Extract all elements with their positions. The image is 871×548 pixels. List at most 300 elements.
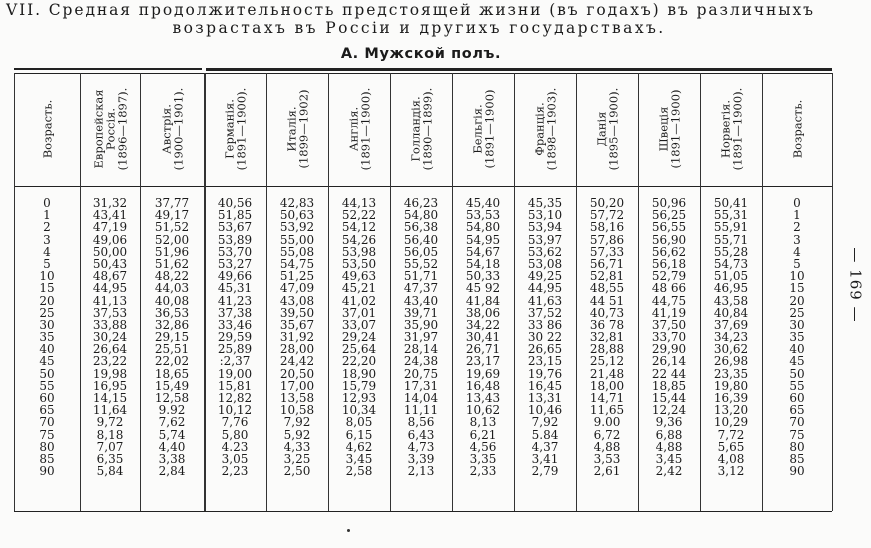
table-cell: 23,17 [465, 354, 501, 369]
column-rule [700, 73, 701, 511]
table-cell: 10 [789, 269, 805, 284]
table-cell: 80 [789, 439, 805, 454]
table-cell: 8,18 [96, 427, 124, 442]
table-cell: 24,38 [403, 354, 439, 369]
table-cell: 56,38 [403, 220, 439, 235]
table-cell: 40 [789, 342, 805, 357]
column-header-label: Швеція (1891—1900) [656, 89, 683, 169]
table-cell: 9.92 [158, 403, 186, 418]
table-cell: 53,98 [341, 244, 377, 259]
table-cell: 34,22 [465, 317, 501, 332]
table-cell: 16,95 [92, 378, 128, 393]
table-cell: 52,22 [341, 208, 377, 223]
table-cell: 45 [789, 354, 805, 369]
column-header [16, 74, 78, 184]
table-column [578, 197, 636, 477]
table-column [764, 197, 830, 477]
table-cell: 43,08 [279, 293, 315, 308]
table-cell: 25,64 [341, 342, 377, 357]
table-cell: 7,76 [221, 415, 249, 430]
table-cell: 6,21 [469, 427, 497, 442]
table-cell: 36 78 [589, 317, 625, 332]
table-cell: 14,04 [403, 391, 439, 405]
table-cell: 15,79 [341, 378, 377, 393]
table-cell: 60 [789, 391, 805, 405]
table-cell: 15,81 [217, 378, 253, 393]
table-cell: 54,75 [279, 256, 315, 271]
table-cell: 53,53 [465, 208, 501, 223]
table-cell: 6,72 [593, 427, 621, 442]
table-cell: 36,53 [154, 305, 190, 320]
table-cell: 90 [789, 464, 805, 479]
table-cell: 16,39 [713, 391, 749, 405]
column-header-label: Возрасть. [40, 99, 54, 159]
table-cell: 24,42 [279, 354, 315, 369]
table-cell: 26,71 [465, 342, 501, 357]
table-cell: 55,28 [713, 244, 749, 259]
table-cell: 4,37 [531, 439, 559, 454]
column-header [82, 74, 138, 184]
column-header [392, 74, 450, 184]
table-cell: 51,85 [217, 208, 253, 223]
table-cell: 85 [789, 451, 805, 466]
table-cell: 22,02 [154, 354, 190, 369]
table-cell: 53,89 [217, 232, 253, 247]
table-column [268, 197, 326, 477]
table-column [142, 197, 202, 477]
table-cell: 49,06 [92, 232, 128, 247]
stray-dot [347, 529, 350, 532]
table-cell: 4.23 [221, 439, 249, 454]
table-cell: 19,80 [713, 378, 749, 393]
table-cell: 32,81 [589, 330, 625, 345]
table-cell: 19,98 [92, 366, 128, 381]
table-cell: 53,10 [527, 208, 563, 223]
table-cell: 19,76 [527, 366, 563, 381]
table-cell: 4,40 [158, 439, 186, 454]
column-header-label: Австрія. (1900—1901). [159, 87, 186, 171]
table-cell: 18,85 [651, 378, 687, 393]
column-header-label: Данія (1895—1900). [594, 87, 621, 171]
table-cell: 46,95 [713, 281, 749, 296]
table-cell: 32,86 [154, 317, 190, 332]
table-cell: 55,00 [279, 232, 315, 247]
column-header-label: Германія. (1891—1900). [222, 87, 249, 171]
table-cell: 0 [793, 196, 801, 210]
table-cell: 3,53 [593, 451, 621, 466]
table-cell: 35,67 [279, 317, 315, 332]
table-cell: 2,13 [407, 464, 435, 479]
table-cell: 11,11 [403, 403, 439, 418]
table-column [702, 197, 760, 477]
table-cell: 12,24 [651, 403, 687, 418]
table-cell: 44,95 [527, 281, 563, 296]
table-cell: 44,75 [651, 293, 687, 308]
table-cell: 13,58 [279, 391, 315, 405]
table-cell: 37,69 [713, 317, 749, 332]
table-cell: 48,55 [589, 281, 625, 296]
column-rule [14, 73, 15, 511]
table-cell: 4,08 [717, 451, 745, 466]
table-cell: 6,43 [407, 427, 435, 442]
table-cell: 3,39 [407, 451, 435, 466]
table-cell: 56,40 [403, 232, 439, 247]
table-cell: 26,65 [527, 342, 563, 357]
column-rule [140, 73, 141, 511]
column-header [206, 74, 264, 184]
table-cell: 30,24 [92, 330, 128, 345]
table-cell: 52,81 [589, 269, 625, 284]
table-cell: 54,95 [465, 232, 501, 247]
column-header-label: Франція. (1898—1903). [532, 87, 559, 171]
table-cell: 55 [789, 378, 805, 393]
table-column [516, 197, 574, 477]
table-cell: 2,50 [283, 464, 311, 479]
table-cell: 3 [793, 232, 801, 247]
column-header-label: Голландія. (1890—1899). [408, 87, 435, 171]
table-cell: 2,58 [345, 464, 373, 479]
table-cell: 35 [39, 330, 55, 345]
column-header [764, 74, 830, 184]
table-cell: 43,41 [92, 208, 128, 223]
table-cell: 5,65 [717, 439, 745, 454]
table-cell: 54,80 [465, 220, 501, 235]
column-rule [328, 73, 329, 511]
table-cell: 48,67 [92, 269, 128, 284]
table-cell: 21,48 [589, 366, 625, 381]
table-cell: 37,52 [527, 305, 563, 320]
table-cell: 30,62 [713, 342, 749, 357]
table-cell: 4,88 [593, 439, 621, 454]
table-cell: 49,25 [527, 269, 563, 284]
table-cell: 25,51 [154, 342, 190, 357]
table-cell: 56,25 [651, 208, 687, 223]
table-cell: 9,72 [96, 415, 124, 430]
table-column [16, 197, 78, 477]
table-cell: 55,71 [713, 232, 749, 247]
table-cell: 37,38 [217, 305, 253, 320]
column-header-label: Европейская Россія. (1896—1897). [91, 87, 130, 171]
table-cell: 55,08 [279, 244, 315, 259]
table-cell: 3,05 [221, 451, 249, 466]
table-cell: 54,12 [341, 220, 377, 235]
table-cell: 45,40 [465, 196, 501, 210]
table-cell: 20,50 [279, 366, 315, 381]
table-cell: 23,22 [92, 354, 128, 369]
table-cell: 48,22 [154, 269, 190, 284]
table-cell: 10,62 [465, 403, 501, 418]
table-cell: 51,62 [154, 256, 190, 271]
table-cell: 5,84 [96, 464, 124, 479]
table-cell: 2,84 [158, 464, 186, 479]
table-cell: 80 [39, 439, 55, 454]
table-cell: 7,92 [531, 415, 559, 430]
table-cell: 18,65 [154, 366, 190, 381]
table-cell: 11,65 [589, 403, 625, 418]
table-cell: 60 [39, 391, 55, 405]
table-cell: 50,20 [589, 196, 625, 210]
table-cell: 23,15 [527, 354, 563, 369]
table-cell: 16,48 [465, 378, 501, 393]
table-cell: 37,53 [92, 305, 128, 320]
table-cell: 20 [789, 293, 805, 308]
table-cell: 45,21 [341, 281, 377, 296]
table-cell: 56,71 [589, 256, 625, 271]
column-header [516, 74, 574, 184]
table-cell: 15,49 [154, 378, 190, 393]
table-cell: 31,97 [403, 330, 439, 345]
table-column [454, 197, 512, 477]
page-number [841, 247, 871, 323]
table-cell: 41,84 [465, 293, 501, 308]
table-cell: 50,96 [651, 196, 687, 210]
table-cell: 56,55 [651, 220, 687, 235]
column-rule [390, 73, 391, 511]
table-cell: 33 86 [527, 317, 563, 332]
table-cell: 90 [39, 464, 55, 479]
table-cell: 3,45 [345, 451, 373, 466]
table-cell: 10 [39, 269, 55, 284]
table-cell: 3,41 [531, 451, 559, 466]
table-cell: 7,92 [283, 415, 311, 430]
table-cell: 3,45 [655, 451, 683, 466]
table-cell: 3 [43, 232, 51, 247]
table-cell: 20,75 [403, 366, 439, 381]
table-cell: 26,64 [92, 342, 128, 357]
table-cell: 15 [39, 281, 55, 296]
table-cell: 4,56 [469, 439, 497, 454]
table-cell: 25,12 [589, 354, 625, 369]
table-cell: 5.84 [531, 427, 559, 442]
table-cell: 6,35 [96, 451, 124, 466]
table-cell: 70 [39, 415, 55, 430]
table-cell: 53,27 [217, 256, 253, 271]
table-cell: 14,15 [92, 391, 128, 405]
column-header [640, 74, 698, 184]
table-cell: 57,33 [589, 244, 625, 259]
column-rule [832, 73, 833, 511]
table-cell: 48 66 [651, 281, 687, 296]
table-cell: 54,18 [465, 256, 501, 271]
table-cell: 53,62 [527, 244, 563, 259]
column-rule [762, 73, 763, 511]
table-cell: 47,09 [279, 281, 315, 296]
table-cell: 8,13 [469, 415, 497, 430]
table-cell: 18,00 [589, 378, 625, 393]
table-cell: 20 [39, 293, 55, 308]
table-cell: 41,13 [92, 293, 128, 308]
table-cell: 41,63 [527, 293, 563, 308]
table-cell: 42,83 [279, 196, 315, 210]
table-cell: 43,40 [403, 293, 439, 308]
table-cell: 29,90 [651, 342, 687, 357]
table-cell: 53,70 [217, 244, 253, 259]
column-header [578, 74, 636, 184]
table-cell: 5,92 [283, 427, 311, 442]
table-cell: 56,18 [651, 256, 687, 271]
table-cell: 47,19 [92, 220, 128, 235]
table-cell: 6,88 [655, 427, 683, 442]
table-cell: 33,88 [92, 317, 128, 332]
table-cell: 56,90 [651, 232, 687, 247]
table-cell: 40,56 [217, 196, 253, 210]
table-cell: 2,33 [469, 464, 497, 479]
table-cell: 35,90 [403, 317, 439, 332]
column-rule [266, 73, 267, 511]
table-cell: 8,56 [407, 415, 435, 430]
table-cell: 22,20 [341, 354, 377, 369]
table-cell: 30,41 [465, 330, 501, 345]
table-cell: 19,00 [217, 366, 253, 381]
table-cell: 4,73 [407, 439, 435, 454]
table-cell: 25 [39, 305, 55, 320]
table-cell: 51,71 [403, 269, 439, 284]
table-cell: 34,23 [713, 330, 749, 345]
table-cell: 55,91 [713, 220, 749, 235]
table-cell: 45,31 [217, 281, 253, 296]
column-header-label: Норвегія. (1891—1900). [718, 87, 745, 171]
table-cell: 51,25 [279, 269, 315, 284]
table-cell: 58,16 [589, 220, 625, 235]
table-cell: 5,80 [221, 427, 249, 442]
table-cell: 28,14 [403, 342, 439, 357]
table-cell: 55 [39, 378, 55, 393]
table-cell: 49,66 [217, 269, 253, 284]
table-cell: 1 [43, 208, 51, 223]
table-cell: 7,72 [717, 427, 745, 442]
table-cell: 10,29 [713, 415, 749, 430]
table-cell: 55,52 [403, 256, 439, 271]
table-cell: 10,46 [527, 403, 563, 418]
table-cell: 2,79 [531, 464, 559, 479]
table-column [640, 197, 698, 477]
table-cell: 31,92 [279, 330, 315, 345]
table-cell: 4,33 [283, 439, 311, 454]
table-cell: 41,19 [651, 305, 687, 320]
table-cell: 33,70 [651, 330, 687, 345]
table-cell: 18,90 [341, 366, 377, 381]
table-cell: 5 [43, 256, 51, 271]
column-header [142, 74, 202, 184]
table-cell: 57,86 [589, 232, 625, 247]
table-cell: 45 92 [465, 281, 501, 296]
table-cell: 13,31 [527, 391, 563, 405]
table-cell: 75 [39, 427, 55, 442]
table-cell: 45,35 [527, 196, 563, 210]
table-cell: 10,34 [341, 403, 377, 418]
table-cell: 50,00 [92, 244, 128, 259]
table-cell: 50 [39, 366, 55, 381]
table-cell: 49,17 [154, 208, 190, 223]
table-cell: 30 22 [527, 330, 563, 345]
table-cell: 40,08 [154, 293, 190, 308]
table-cell: 50 [789, 366, 805, 381]
table-cell: 51,52 [154, 220, 190, 235]
table-cell: 54,73 [713, 256, 749, 271]
table-cell: 44,13 [341, 196, 377, 210]
column-header [330, 74, 388, 184]
table-cell: 51,96 [154, 244, 190, 259]
table-cell: :2,37 [219, 354, 251, 369]
table-cell: 65 [789, 403, 805, 418]
table-cell: 11,64 [92, 403, 128, 418]
table-cell: 29,59 [217, 330, 253, 345]
table-column [82, 197, 138, 477]
table-cell: 41,23 [217, 293, 253, 308]
table-cell: 50,33 [465, 269, 501, 284]
table-cell: 40 [39, 342, 55, 357]
column-header-label: Италія. (1899—1902) [284, 89, 311, 169]
column-header-label: Англія. (1891—1900). [346, 87, 373, 171]
table-cell: 44,03 [154, 281, 190, 296]
table-cell: 15 [789, 281, 805, 296]
column-rule [514, 73, 515, 511]
section-subtitle: А. Мужской полъ. [340, 46, 502, 62]
table-cell: 55,31 [713, 208, 749, 223]
table-cell: 54,80 [403, 208, 439, 223]
table-cell: 7,62 [158, 415, 186, 430]
table-cell: 12,93 [341, 391, 377, 405]
column-header [702, 74, 760, 184]
table-cell: 41,02 [341, 293, 377, 308]
table-cell: 13,20 [713, 403, 749, 418]
table-cell: 3,12 [717, 464, 745, 479]
table-cell: 2,61 [593, 464, 621, 479]
table-cell: 1 [793, 208, 801, 223]
table-cell: 7,07 [96, 439, 124, 454]
table-cell: 13,43 [465, 391, 501, 405]
table-cell: 4 [43, 244, 51, 259]
table-cell: 10,12 [217, 403, 253, 418]
table-cell: 50,63 [279, 208, 315, 223]
table-cell: 52,79 [651, 269, 687, 284]
table-cell: 0 [43, 196, 51, 210]
table-cell: 4,88 [655, 439, 683, 454]
table-cell: 6,15 [345, 427, 373, 442]
table-cell: 9.00 [593, 415, 621, 430]
table-cell: 47,37 [403, 281, 439, 296]
page-number-text: — 169 — [847, 247, 866, 323]
table-cell: 2 [793, 220, 801, 235]
table-cell: 53,94 [527, 220, 563, 235]
table-cell: 53,50 [341, 256, 377, 271]
table-column [206, 197, 264, 477]
column-rule [638, 73, 639, 511]
table-cell: 22 44 [651, 366, 687, 381]
table-cell: 51,05 [713, 269, 749, 284]
table-cell: 30 [39, 317, 55, 332]
table-cell: 39,71 [403, 305, 439, 320]
table-cell: 33,46 [217, 317, 253, 332]
table-title-line-1: VII. Средная продолжительность предстоящей жизни (въ годахъ) въ различныхъ [6, 1, 815, 19]
table-cell: 40,84 [713, 305, 749, 320]
table-cell: 57,72 [589, 208, 625, 223]
table-cell: 39,50 [279, 305, 315, 320]
column-header-label: Бельгія. (1891—1900) [470, 89, 497, 169]
column-header [268, 74, 326, 184]
table-cell: 8,05 [345, 415, 373, 430]
table-cell: 43,58 [713, 293, 749, 308]
table-cell: 49,63 [341, 269, 377, 284]
table-cell: 54,67 [465, 244, 501, 259]
table-cell: 46,23 [403, 196, 439, 210]
table-cell: 30 [789, 317, 805, 332]
top-rule-left [14, 68, 202, 70]
table-cell: 25 [789, 305, 805, 320]
table-cell: 53,08 [527, 256, 563, 271]
table-cell: 53,67 [217, 220, 253, 235]
table-cell: 28,88 [589, 342, 625, 357]
